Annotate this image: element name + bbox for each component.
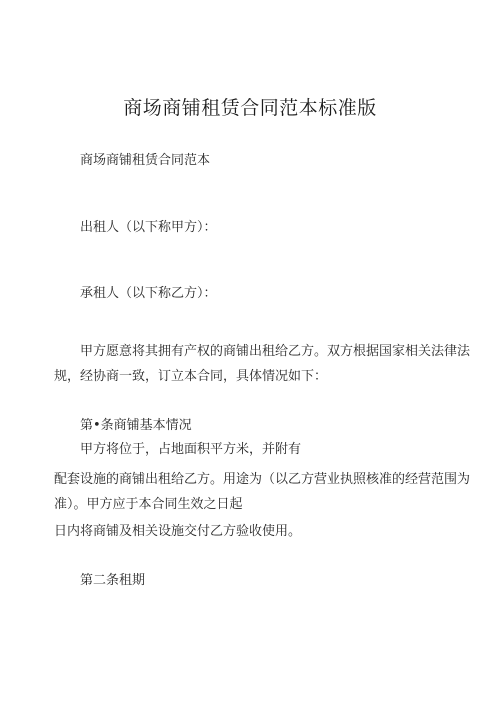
- article-1-line-1: 甲方将位于，占地面积平方米，并附有: [80, 442, 302, 457]
- lessee-line: 承租人（以下称乙方）：: [80, 286, 217, 301]
- document-title: 商场商铺租赁合同范本标准版: [123, 97, 377, 119]
- lessor-line: 出租人（以下称甲方）：: [80, 220, 217, 235]
- intro-paragraph-line-2: 规，经协商一致，订立本合同，具体情况如下：: [54, 369, 328, 384]
- article-1-line-4: 日内将商铺及相关设施交付乙方验收使用。: [54, 524, 302, 539]
- intro-paragraph-line-1: 甲方愿意将其拥有产权的商铺出租给乙方。双方根据国家相关法律法: [80, 344, 471, 359]
- article-1-line-3: 准）。甲方应于本合同生效之日起: [54, 497, 243, 512]
- article-2-heading: 第二条租期: [80, 573, 146, 588]
- article-1-heading: 第•条商铺基本情况: [80, 418, 192, 433]
- article-1-line-2: 配套设施的商铺出租给乙方。用途为（以乙方营业执照核准的经营范围为: [54, 472, 471, 487]
- document-subtitle: 商场商铺租赁合同范本: [80, 153, 211, 168]
